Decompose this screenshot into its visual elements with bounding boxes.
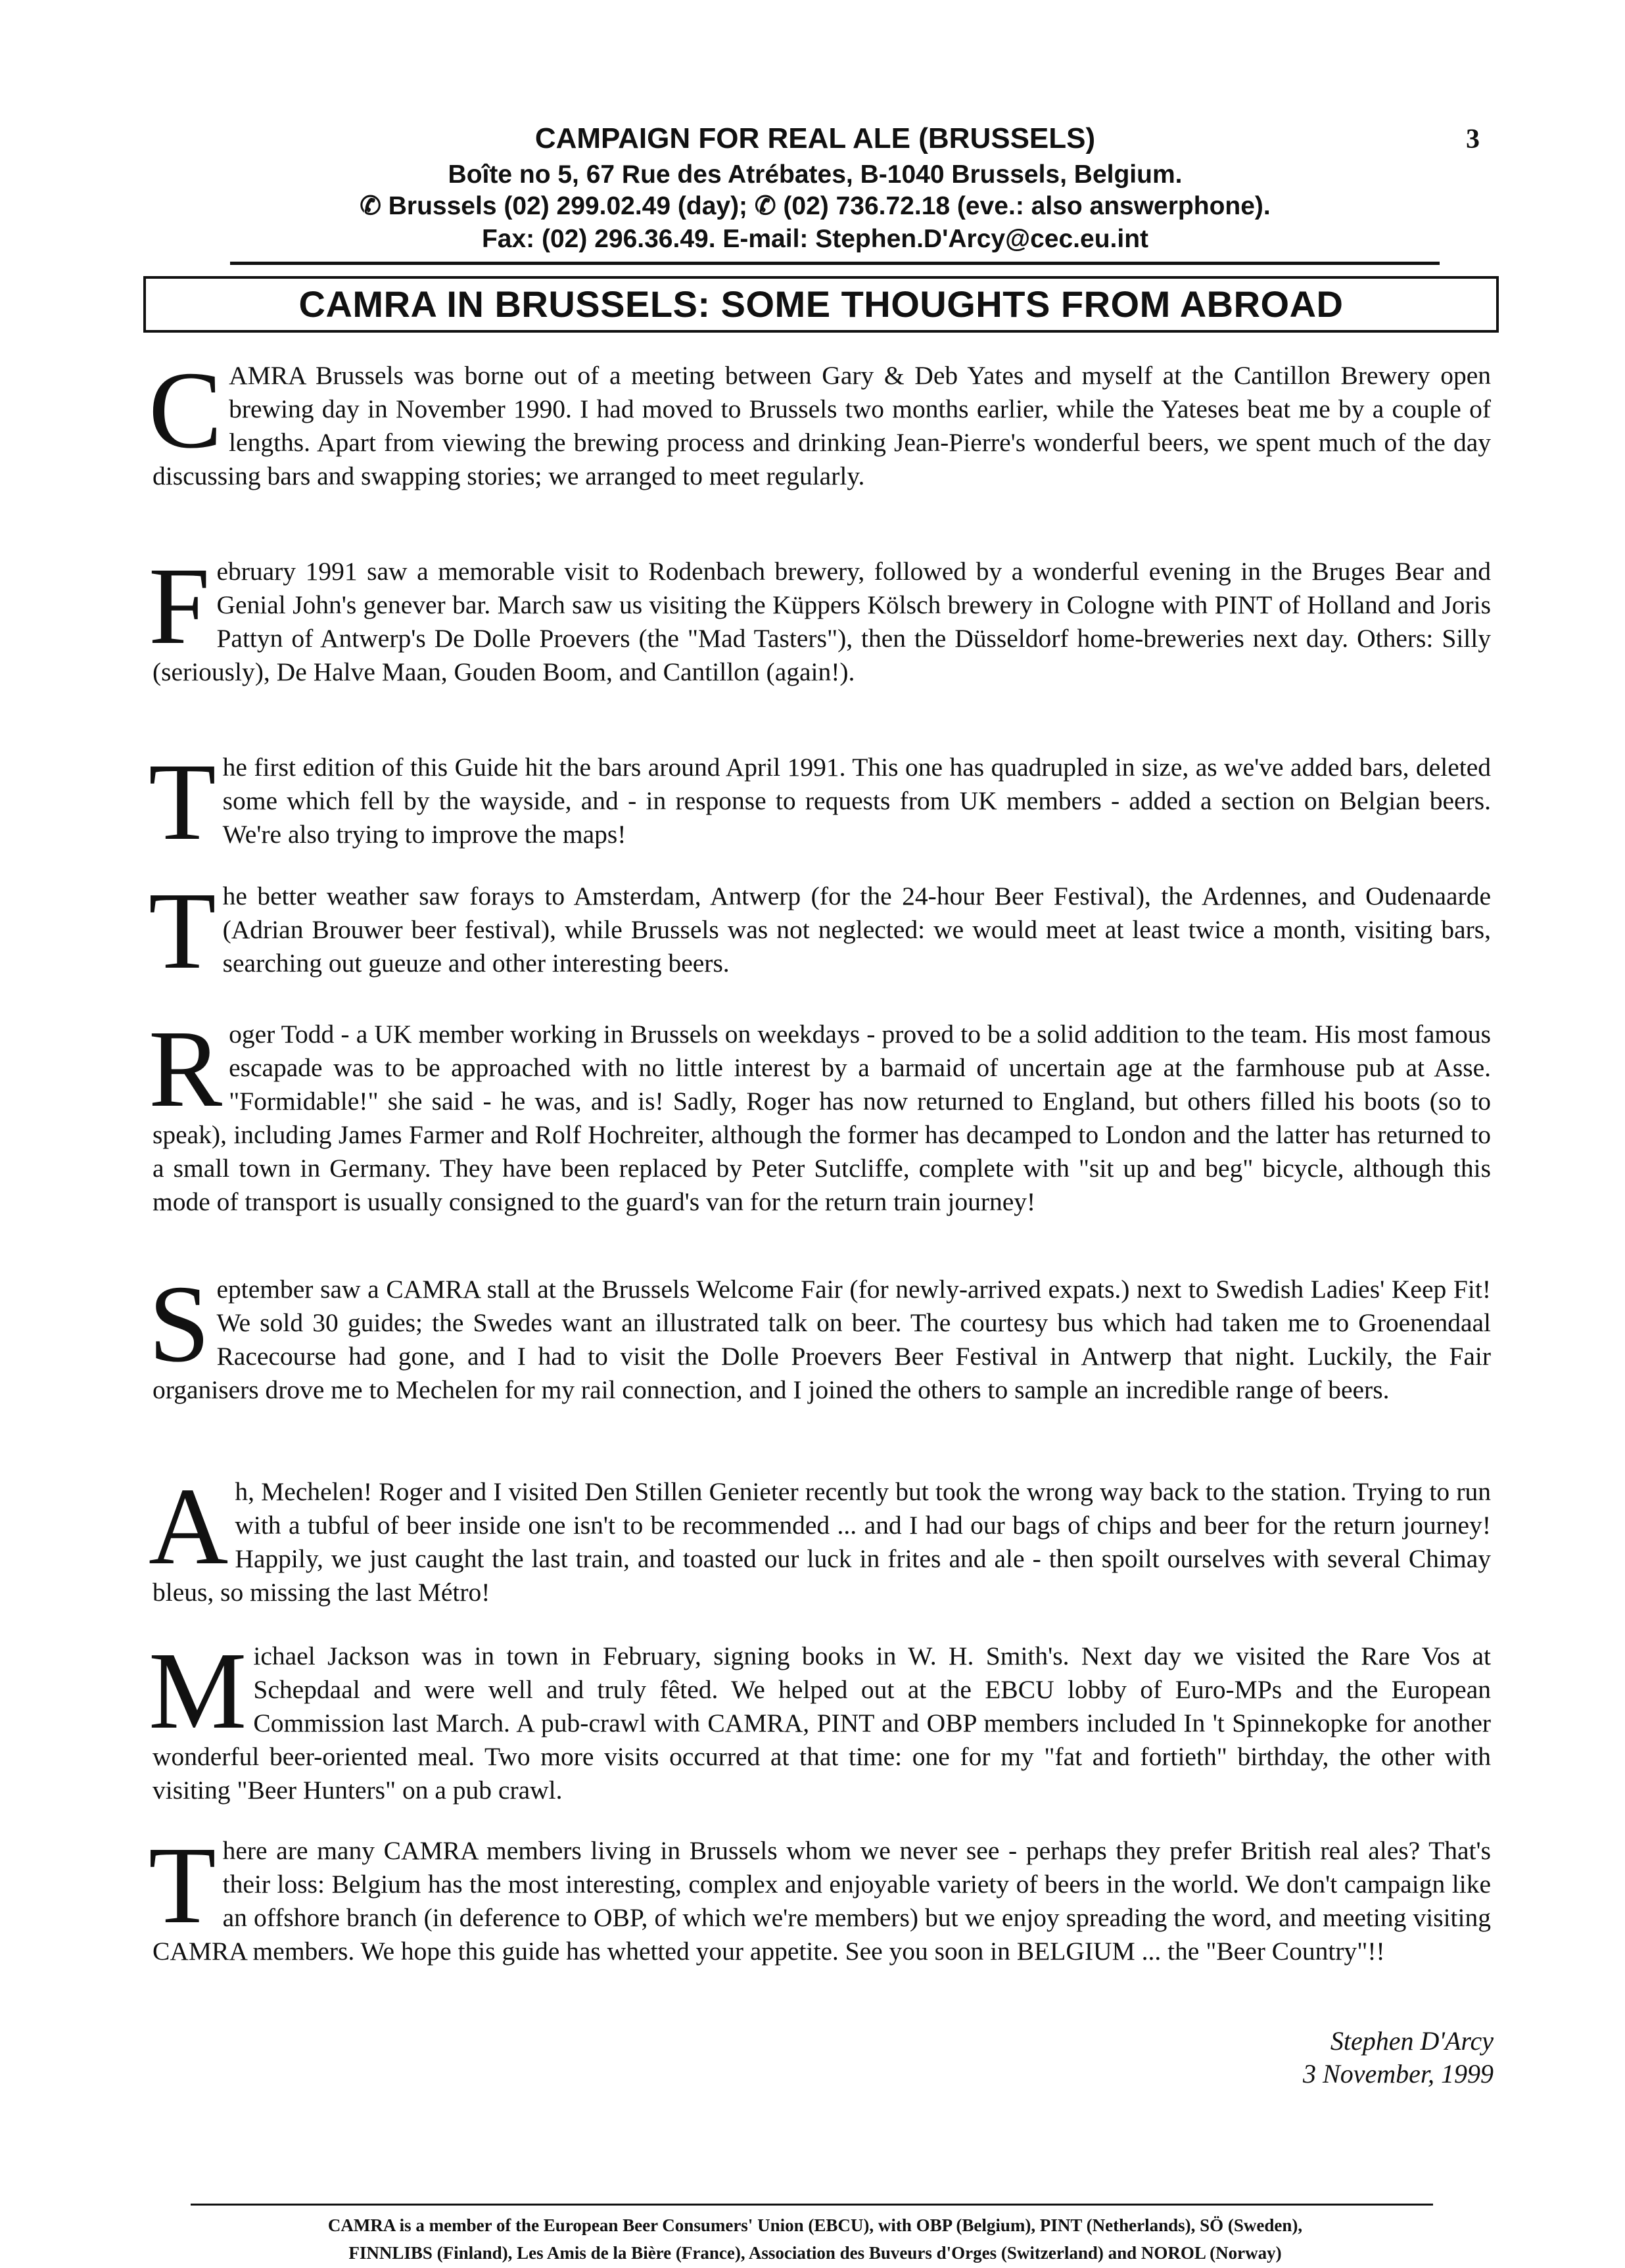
paragraph-text: here are many CAMRA members living in Brussels whom we never see - perhaps they prefer British real ales? That's their loss: Belgium has the most interesting, complex and enjoyable variety of beers in the world. We don't campaign like an offshore branch (in deference to OBP, of which we're members) but we enjoy spreading the word, and meeting visiting CAMRA members. We hope this guide has whetted your appetite. See you soon in BELGIUM ... the "Beer Country"!! bbox=[153, 1836, 1491, 1966]
page-number: 3 bbox=[1466, 124, 1480, 154]
paragraph-6 bbox=[149, 1263, 1491, 1407]
paragraph-9 bbox=[149, 1824, 1491, 1968]
drop-cap: C bbox=[149, 349, 223, 471]
paragraph-8 bbox=[149, 1630, 1491, 1807]
paragraph-text: oger Todd - a UK member working in Brussels on weekdays - proved to be a solid addition to the team. His most famous escapade was to be approached with no little interest by a barmaid of uncertain age at the farmhouse pub at Asse. "Formidable!" she said - he was, and is! Sadly, Roger has now returned to England, but others filled his boots (so to speak), including James Farmer and Rolf Hochreiter, although the former has decamped to London and the latter has returned to a small town in Germany. They have been replaced by Peter Sutcliffe, complete with "sit up and beg" bicycle, although this mode of transport is usually consigned to the guard's van for the return train journey! bbox=[153, 1020, 1491, 1216]
article-title: CAMRA IN BRUSSELS: SOME THOUGHTS FROM ABROAD bbox=[143, 276, 1499, 333]
footer-line-1: CAMRA is a member of the European Beer Consumers' Union (EBCU), with OBP (Belgium), PINT (Netherlands), SÖ (Sweden), bbox=[327, 2215, 1303, 2235]
drop-cap: S bbox=[149, 1263, 210, 1385]
author-signature: Stephen D'Arcy bbox=[1330, 2026, 1494, 2056]
drop-cap: F bbox=[149, 545, 210, 667]
footer-line-2: FINNLIBS (Finland), Les Amis de la Bière (France), Association des Buveurs d'Orges (Switzerland) and NOROL (Norway) bbox=[348, 2243, 1282, 2263]
paragraph-text: AMRA Brussels was borne out of a meeting between Gary & Deb Yates and myself at the Cantillon Brewery open brewing day in November 1990. I had moved to Brussels two months earlier, while the Yateses beat me by a couple of lengths. Apart from viewing the brewing process and drinking Jean-Pierre's wonderful beers, we spent much of the day discussing bars and swapping stories; we arranged to meet regularly. bbox=[153, 361, 1491, 490]
paragraph-3 bbox=[149, 741, 1491, 863]
article-date: 3 November, 1999 bbox=[1303, 2059, 1494, 2089]
drop-cap: R bbox=[149, 1008, 223, 1130]
paragraph-5 bbox=[149, 1008, 1491, 1219]
paragraph-text: ebruary 1991 saw a memorable visit to Rodenbach brewery, followed by a wonderful evening in the Bruges Bear and Genial John's genever bar. March saw us visiting the Küppers Kölsch brewery in Cologne with PINT of Holland and Joris Pattyn of Antwerp's De Dolle Proevers (the "Mad Tasters"), then the Düsseldorf home-breweries next day. Others: Silly (seriously), De Halve Maan, Gouden Boom, and Cantillon (again!). bbox=[153, 557, 1491, 686]
drop-cap: M bbox=[149, 1630, 247, 1752]
paragraph-text: eptember saw a CAMRA stall at the Brussels Welcome Fair (for newly-arrived expats.) next to Swedish Ladies' Keep Fit! We sold 30 guides; the Swedes want an illustrated talk on beer. The courtesy bus which had taken me to Groenendaal Racecourse had gone, and I had to visit the Dolle Proevers Beer Festival in Antwerp that night. Luckily, the Fair organisers drove me to Mechelen for my rail connection, and I joined the others to sample an incredible range of beers. bbox=[153, 1275, 1491, 1404]
drop-cap: T bbox=[149, 741, 216, 863]
paragraph-text: he better weather saw forays to Amsterdam, Antwerp (for the 24-hour Beer Festival), the Ardennes, and Oudenaarde (Adrian Brouwer beer festival), while Brussels was not neglected: we would meet at least twice a month, visiting bars, searching out gueuze and other interesting beers. bbox=[222, 882, 1491, 978]
paragraph-7 bbox=[149, 1465, 1491, 1609]
header-fax-email: Fax: (02) 296.36.49. E-mail: Stephen.D'Arcy@cec.eu.int bbox=[481, 225, 1149, 253]
drop-cap: A bbox=[149, 1465, 229, 1588]
footer-rule bbox=[191, 2204, 1433, 2206]
paragraph-text: he first edition of this Guide hit the bars around April 1991. This one has quadrupled in size, as we've added bars, deleted some which fell by the wayside, and - in response to requests from UK members - added a section on Belgian beers. We're also trying to improve the maps! bbox=[222, 753, 1491, 849]
header-address: Boîte no 5, 67 Rue des Atrébates, B-1040 Brussels, Belgium. bbox=[448, 160, 1183, 189]
drop-cap: T bbox=[149, 870, 216, 992]
paragraph-2 bbox=[149, 545, 1491, 689]
paragraph-1 bbox=[149, 349, 1491, 493]
header-rule bbox=[230, 262, 1440, 265]
paragraph-text: ichael Jackson was in town in February, signing books in W. H. Smith's. Next day we visited the Rare Vos at Schepdaal and were well and truly fêted. We helped out at the EBCU lobby of Euro-MPs and the European Commission last March. A pub-crawl with CAMRA, PINT and OBP members included In 't Spinnekopke for another wonderful beer-oriented meal. Two more visits occurred at that time: one for my "fat and fortieth" birthday, the other with visiting "Beer Hunters" on a pub crawl. bbox=[153, 1642, 1491, 1805]
paragraph-text: h, Mechelen! Roger and I visited Den Stillen Genieter recently but took the wrong way back to the station. Trying to run with a tubful of beer inside one isn't to be recommended ... and I had our bags of chips and beer for the return journey! Happily, we just caught the last train, and toasted our luck in frites and ale - then spoilt ourselves with several Chimay bleus, so missing the last Métro! bbox=[153, 1477, 1491, 1607]
header-organization: CAMPAIGN FOR REAL ALE (BRUSSELS) bbox=[534, 122, 1096, 154]
drop-cap: T bbox=[149, 1824, 216, 1947]
paragraph-4 bbox=[149, 870, 1491, 992]
header-phone: ✆ Brussels (02) 299.02.49 (day); ✆ (02) 736.72.18 (eve.: also answerphone). bbox=[360, 192, 1271, 220]
